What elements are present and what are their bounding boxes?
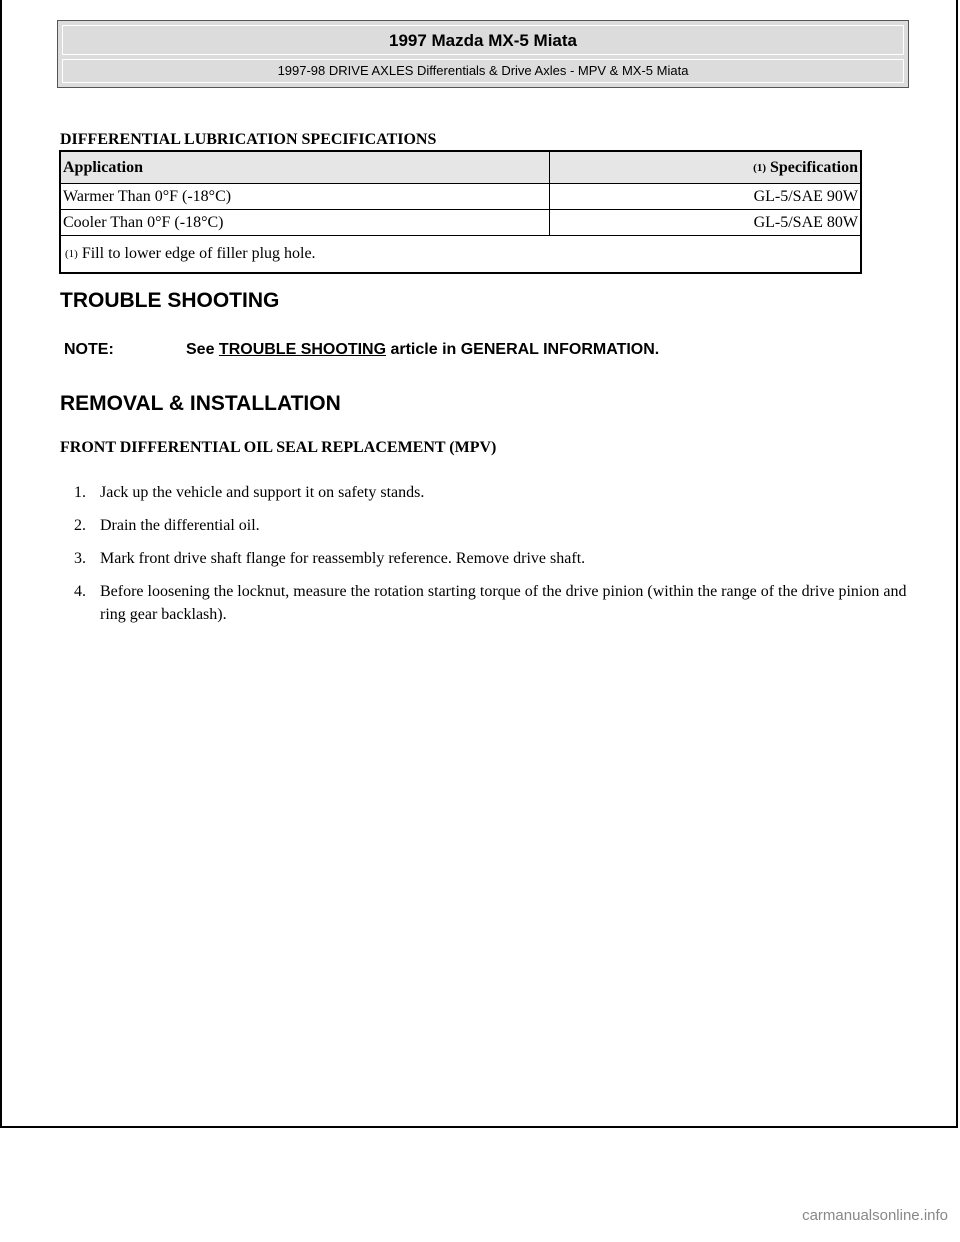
step-number: 3. xyxy=(74,550,86,567)
note-label: NOTE: xyxy=(64,341,114,358)
step-text: Jack up the vehicle and support it on safety stands. xyxy=(100,484,425,501)
step-text: Before loosening the locknut, measure the rotation starting torque of the drive pinion (within the range of the drive pinion and ring gear backlash). xyxy=(100,583,907,623)
table-footnote: (1) Fill to lower edge of filler plug hole. xyxy=(65,245,316,262)
procedure-steps xyxy=(74,481,914,636)
note-prefix: See xyxy=(186,341,219,358)
step-text: Mark front drive shaft flange for reassembly reference. Remove drive shaft. xyxy=(100,550,586,567)
document-title: 1997 Mazda MX-5 Miata xyxy=(388,31,577,50)
table-row xyxy=(61,210,860,236)
footnote-text: Fill to lower edge of filler plug hole. xyxy=(81,245,316,262)
column-header-specification-label: Specification xyxy=(770,158,858,176)
column-header-specification: (1) Specification xyxy=(753,158,858,176)
table-footnote-row xyxy=(61,236,860,272)
lubrication-spec-table xyxy=(59,150,862,274)
spec-table-caption: DIFFERENTIAL LUBRICATION SPECIFICATIONS xyxy=(60,131,437,148)
step-number: 4. xyxy=(74,583,86,600)
table-row xyxy=(61,184,860,210)
table-cell-specification: GL-5/SAE 80W xyxy=(753,214,858,231)
note-suffix: article in GENERAL INFORMATION. xyxy=(386,341,660,358)
header-title-row xyxy=(62,25,904,55)
document-subtitle: 1997-98 DRIVE AXLES Differentials & Drive Axles - MPV & MX-5 Miata xyxy=(277,63,689,78)
list-item xyxy=(74,580,914,626)
step-number: 2. xyxy=(74,517,86,534)
list-item xyxy=(74,481,914,504)
list-item xyxy=(74,514,914,537)
step-number: 1. xyxy=(74,484,86,501)
list-item xyxy=(74,547,914,570)
table-header-row xyxy=(61,152,860,184)
column-header-application: Application xyxy=(61,152,550,183)
table-cell-specification: GL-5/SAE 90W xyxy=(753,188,858,205)
table-cell-application: Cooler Than 0°F (-18°C) xyxy=(61,210,550,235)
trouble-shooting-note xyxy=(64,341,659,359)
removal-installation-heading: REMOVAL & INSTALLATION xyxy=(60,392,341,415)
oil-seal-replacement-heading: FRONT DIFFERENTIAL OIL SEAL REPLACEMENT (MPV) xyxy=(60,439,497,456)
site-watermark: carmanualsonline.info xyxy=(802,1207,948,1224)
header-subtitle-row xyxy=(62,59,904,83)
page-header xyxy=(57,20,909,88)
trouble-shooting-heading: TROUBLE SHOOTING xyxy=(60,289,280,312)
trouble-shooting-link[interactable]: TROUBLE SHOOTING xyxy=(218,341,387,358)
step-text: Drain the differential oil. xyxy=(100,517,260,534)
table-cell-application: Warmer Than 0°F (-18°C) xyxy=(61,184,550,209)
